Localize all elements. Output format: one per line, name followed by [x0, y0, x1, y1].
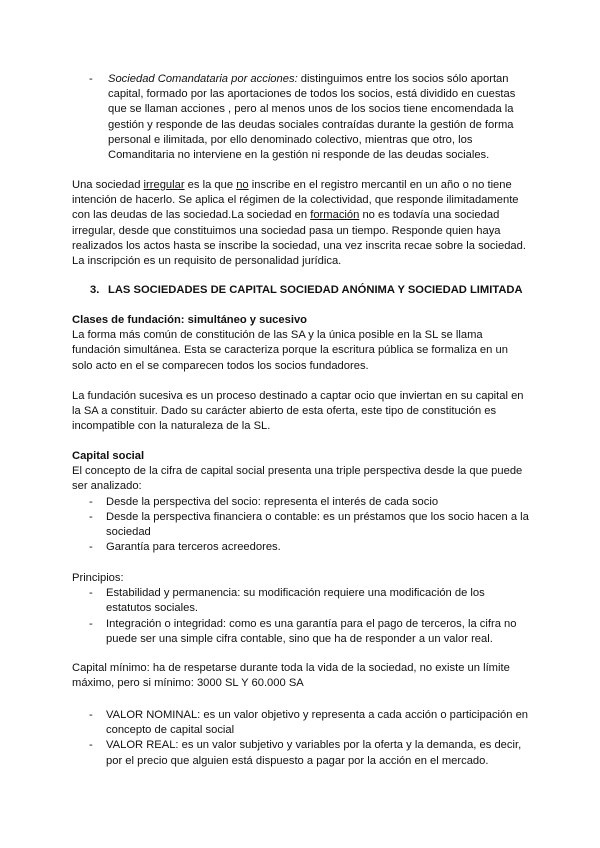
irregular-paragraph — [72, 178, 530, 269]
dash-marker: - — [89, 510, 93, 523]
no-underlined: no — [236, 179, 249, 191]
dash-marker: - — [89, 739, 93, 752]
irregular-text-b: es la que — [184, 179, 237, 191]
list-item — [72, 708, 530, 738]
list-item — [72, 738, 530, 768]
irregular-underlined: irregular — [143, 179, 185, 191]
capital-section — [72, 449, 530, 555]
section-number: 3. — [90, 284, 100, 296]
fundacion-sucesiva — [72, 389, 530, 435]
dash-marker: - — [89, 495, 93, 508]
valor-real: VALOR REAL: es un valor subjetivo y variables por la oferta y la demanda, es decir, por el precio que alguien está dispuesto a pagar por la acción en el mercado. — [106, 739, 522, 767]
dash-marker: - — [89, 617, 93, 630]
principios-section — [72, 571, 530, 647]
dash-marker: - — [89, 587, 93, 600]
dash-marker: - — [89, 541, 93, 554]
fundacion-section — [72, 313, 530, 374]
valor-nominal: VALOR NOMINAL: es un valor objetivo y representa a cada acción o participación en concepto de capital social — [106, 709, 529, 737]
section-title: LAS SOCIEDADES DE CAPITAL SOCIEDAD ANÓNIMA Y SOCIEDAD LIMITADA — [108, 284, 523, 296]
comanditaria-text: distinguimos entre los socios sólo aportan capital, formado por las aportaciones de todos los socios, está dividido en cuestas que se llaman acciones , pero al menos unos de los socios tiene encomendada la gestión y responde de las deudas sociales contraídas durante la gestión de forma personal e ilimitada, por ello denominado colectivo, mientras que otro, los Comanditaria no interviene en la gestión ni responde de las deudas sociales. — [108, 73, 516, 162]
principio-item-2: Integración o integridad: como es una garantía para el pago de terceros, la cifra no puede ser una simple cifra contable, sino que ha de responder a un valor real. — [106, 617, 517, 645]
fundacion-paragraph-1: La forma más común de constitución de las SA y la única posible en la SL se llama fundación simultánea. Esta se caracteriza porque la escritura pública se formaliza en un solo acto en el se comparecen todos los socios fundadores. — [72, 329, 508, 372]
fundacion-paragraph-2: La fundación sucesiva es un proceso destinado a captar ocio que inviertan en su capital en la SA a constituir. Dado su carácter abierto de esta oferta, este tipo de constitución es incompatible con la naturaleza de la SL. — [72, 390, 524, 433]
irregular-text-a: Una sociedad — [72, 179, 144, 191]
valores-list — [72, 708, 530, 769]
capital-heading: Capital social — [72, 450, 145, 462]
capital-item-3: Garantía para terceros acreedores. — [106, 541, 281, 554]
principio-item-1: Estabilidad y permanencia: su modificación requiere una modificación de los estatutos sociales. — [106, 587, 485, 615]
list-item — [72, 540, 530, 555]
comanditaria-term: Sociedad Comandataria por acciones: — [108, 73, 298, 85]
formacion-underlined: formación — [310, 209, 360, 222]
list-item — [72, 495, 530, 510]
comanditaria-bullet — [72, 72, 530, 163]
capital-minimo-text: Capital mínimo: ha de respetarse durante toda la vida de la sociedad, no existe un límite máximo, pero si mínimo: 3000 SL Y 60.000 SA — [72, 662, 510, 690]
dash-marker: - — [89, 73, 93, 85]
capital-minimo — [72, 661, 530, 691]
principios-heading: Principios: — [72, 572, 124, 584]
list-item — [72, 617, 530, 647]
dash-marker: - — [89, 709, 93, 721]
capital-intro: El concepto de la cifra de capital social presenta una triple perspectiva desde la que puede ser analizado: — [72, 465, 523, 493]
capital-item-1: Desde la perspectiva del socio: representa el interés de cada socio — [106, 495, 439, 508]
capital-item-2: Desde la perspectiva financiera o contable: es un préstamos que los socio hacen a la sociedad — [106, 510, 529, 539]
irregular-text-c: inscribe en el registro mercantil en un año o no tiene intención de hacerlo. Se aplica el régimen de la colectividad, que responde ilimitadamente con las deudas de las sociedad.La sociedad en — [72, 179, 519, 222]
fundacion-heading: Clases de fundación: simultáneo y sucesivo — [72, 314, 308, 326]
list-item — [72, 586, 530, 616]
list-item — [72, 510, 530, 540]
irregular-text-d: no es todavía una sociedad irregular, desde que constituimos una sociedad pasa un tiempo. Responde quien haya realizados los actos hasta se inscribe la sociedad, una vez inscrita recae sobre la sociedad. La inscripción es un requisito de personalidad jurídica. — [72, 209, 526, 268]
section-3-heading — [90, 283, 530, 298]
